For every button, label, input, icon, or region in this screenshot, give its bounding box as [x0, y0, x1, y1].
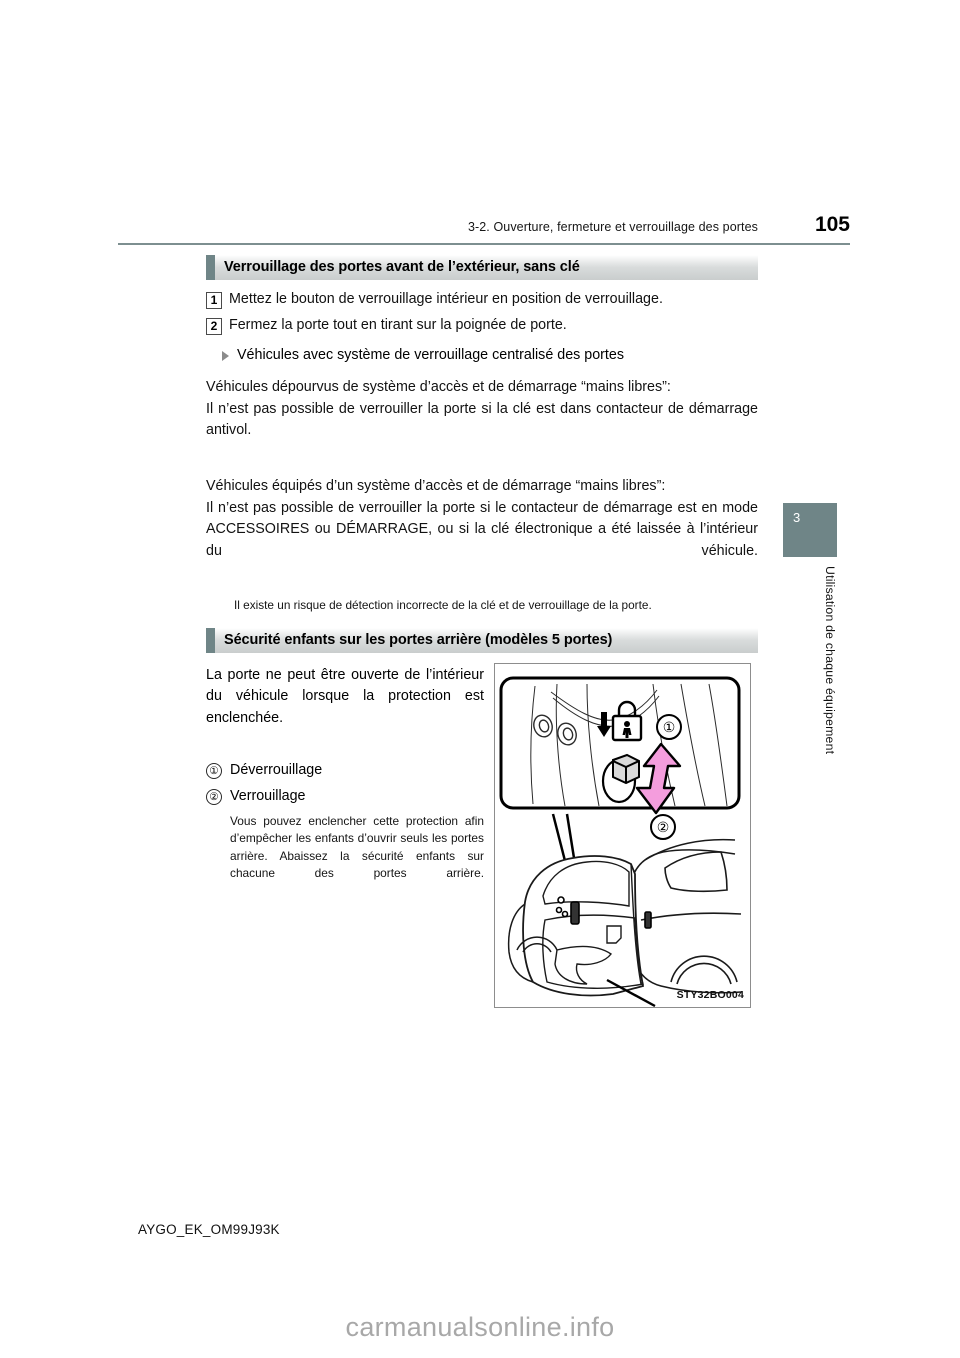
- step-text: Mettez le bouton de verrouillage intérieur en position de verrouillage.: [229, 291, 663, 307]
- section-heading-locking: [206, 255, 758, 280]
- header-section-title: 3-2. Ouverture, fermeture et verrouillage des portes: [467, 220, 758, 234]
- page-number: 105: [814, 213, 850, 236]
- step-number-badge: 1: [206, 292, 222, 309]
- page-header: [118, 213, 850, 244]
- document-code: AYGO_EK_OM99J93K: [138, 1222, 280, 1237]
- paragraph-body: Il n’est pas possible de verrouiller la porte si la clé est dans contacteur de démarrage antivol.: [206, 400, 758, 438]
- intro-paragraph: La porte ne peut être ouverte de l’intérieur du véhicule lorsque la protection est enclenchée.: [206, 666, 484, 726]
- section-body-two-column: [206, 663, 758, 1008]
- explanatory-paragraph: Vous pouvez enclencher cette protection afin d’empêcher les enfants d’ouvrir seuls les portes arrière. Abaissez la sécurité enfants sur chacune des portes arrière.: [230, 813, 484, 880]
- paragraph-body: Il n’est pas possible de verrouiller la porte si le contacteur de démarrage est en mode ACCESSOIRES ou DÉMARRAGE, ou si la clé électronique a été laissée à l’intérieur du véhicule.: [206, 499, 758, 559]
- illustration-callout-1: ①: [662, 718, 676, 735]
- chapter-number: 3: [793, 510, 801, 525]
- header-divider: [118, 243, 850, 245]
- chapter-tab: [783, 503, 837, 557]
- callout-number-2: ②: [206, 789, 222, 805]
- watermark: carmanualsonline.info: [345, 1312, 615, 1342]
- illustration-code: STY32BO004: [676, 988, 744, 1001]
- note-text: Il existe un risque de détection incorrecte de la clé et de verrouillage de la porte.: [234, 597, 652, 612]
- triangle-bullet-icon: [222, 351, 229, 361]
- section-heading-label: Sécurité enfants sur les portes arrière (modèles 5 portes): [224, 631, 613, 648]
- illustration-child-lock: [494, 663, 751, 1008]
- step-text: Fermez la porte tout en tirant sur la poignée de porte.: [229, 317, 567, 333]
- legend-item: [206, 760, 484, 780]
- legend-item: [206, 786, 484, 806]
- bullet-line: [222, 346, 758, 365]
- illustration-drawing: [495, 664, 750, 1007]
- step-number-badge: 2: [206, 318, 222, 335]
- section-heading-child-safety: [206, 628, 758, 653]
- page-content: [206, 255, 758, 1008]
- callout-label: Verrouillage: [230, 787, 306, 804]
- callout-number-1: ①: [206, 763, 222, 779]
- heading-accent-bar: [206, 255, 215, 280]
- section-heading-label: Verrouillage des portes avant de l’extérieur, sans clé: [224, 259, 580, 275]
- callout-label: Déverrouillage: [230, 761, 323, 778]
- step-item: [206, 316, 758, 335]
- bullet-text: Véhicules avec système de verrouillage centralisé des portes: [237, 347, 625, 363]
- illustration-callout-2: ②: [656, 818, 670, 835]
- step-item: [206, 290, 758, 309]
- paragraph-block: [206, 476, 758, 584]
- paragraph-lead: Véhicules équipés d’un système d’accès et de démarrage “mains libres”:: [206, 478, 666, 494]
- heading-accent-bar: [206, 628, 215, 653]
- chapter-title-vertical: Utilisation de chaque équipement: [823, 566, 837, 755]
- paragraph-lead: Véhicules dépourvus de système d’accès et de démarrage “mains libres”:: [206, 379, 671, 395]
- paragraph-block: [206, 377, 758, 463]
- text-column: [206, 663, 484, 901]
